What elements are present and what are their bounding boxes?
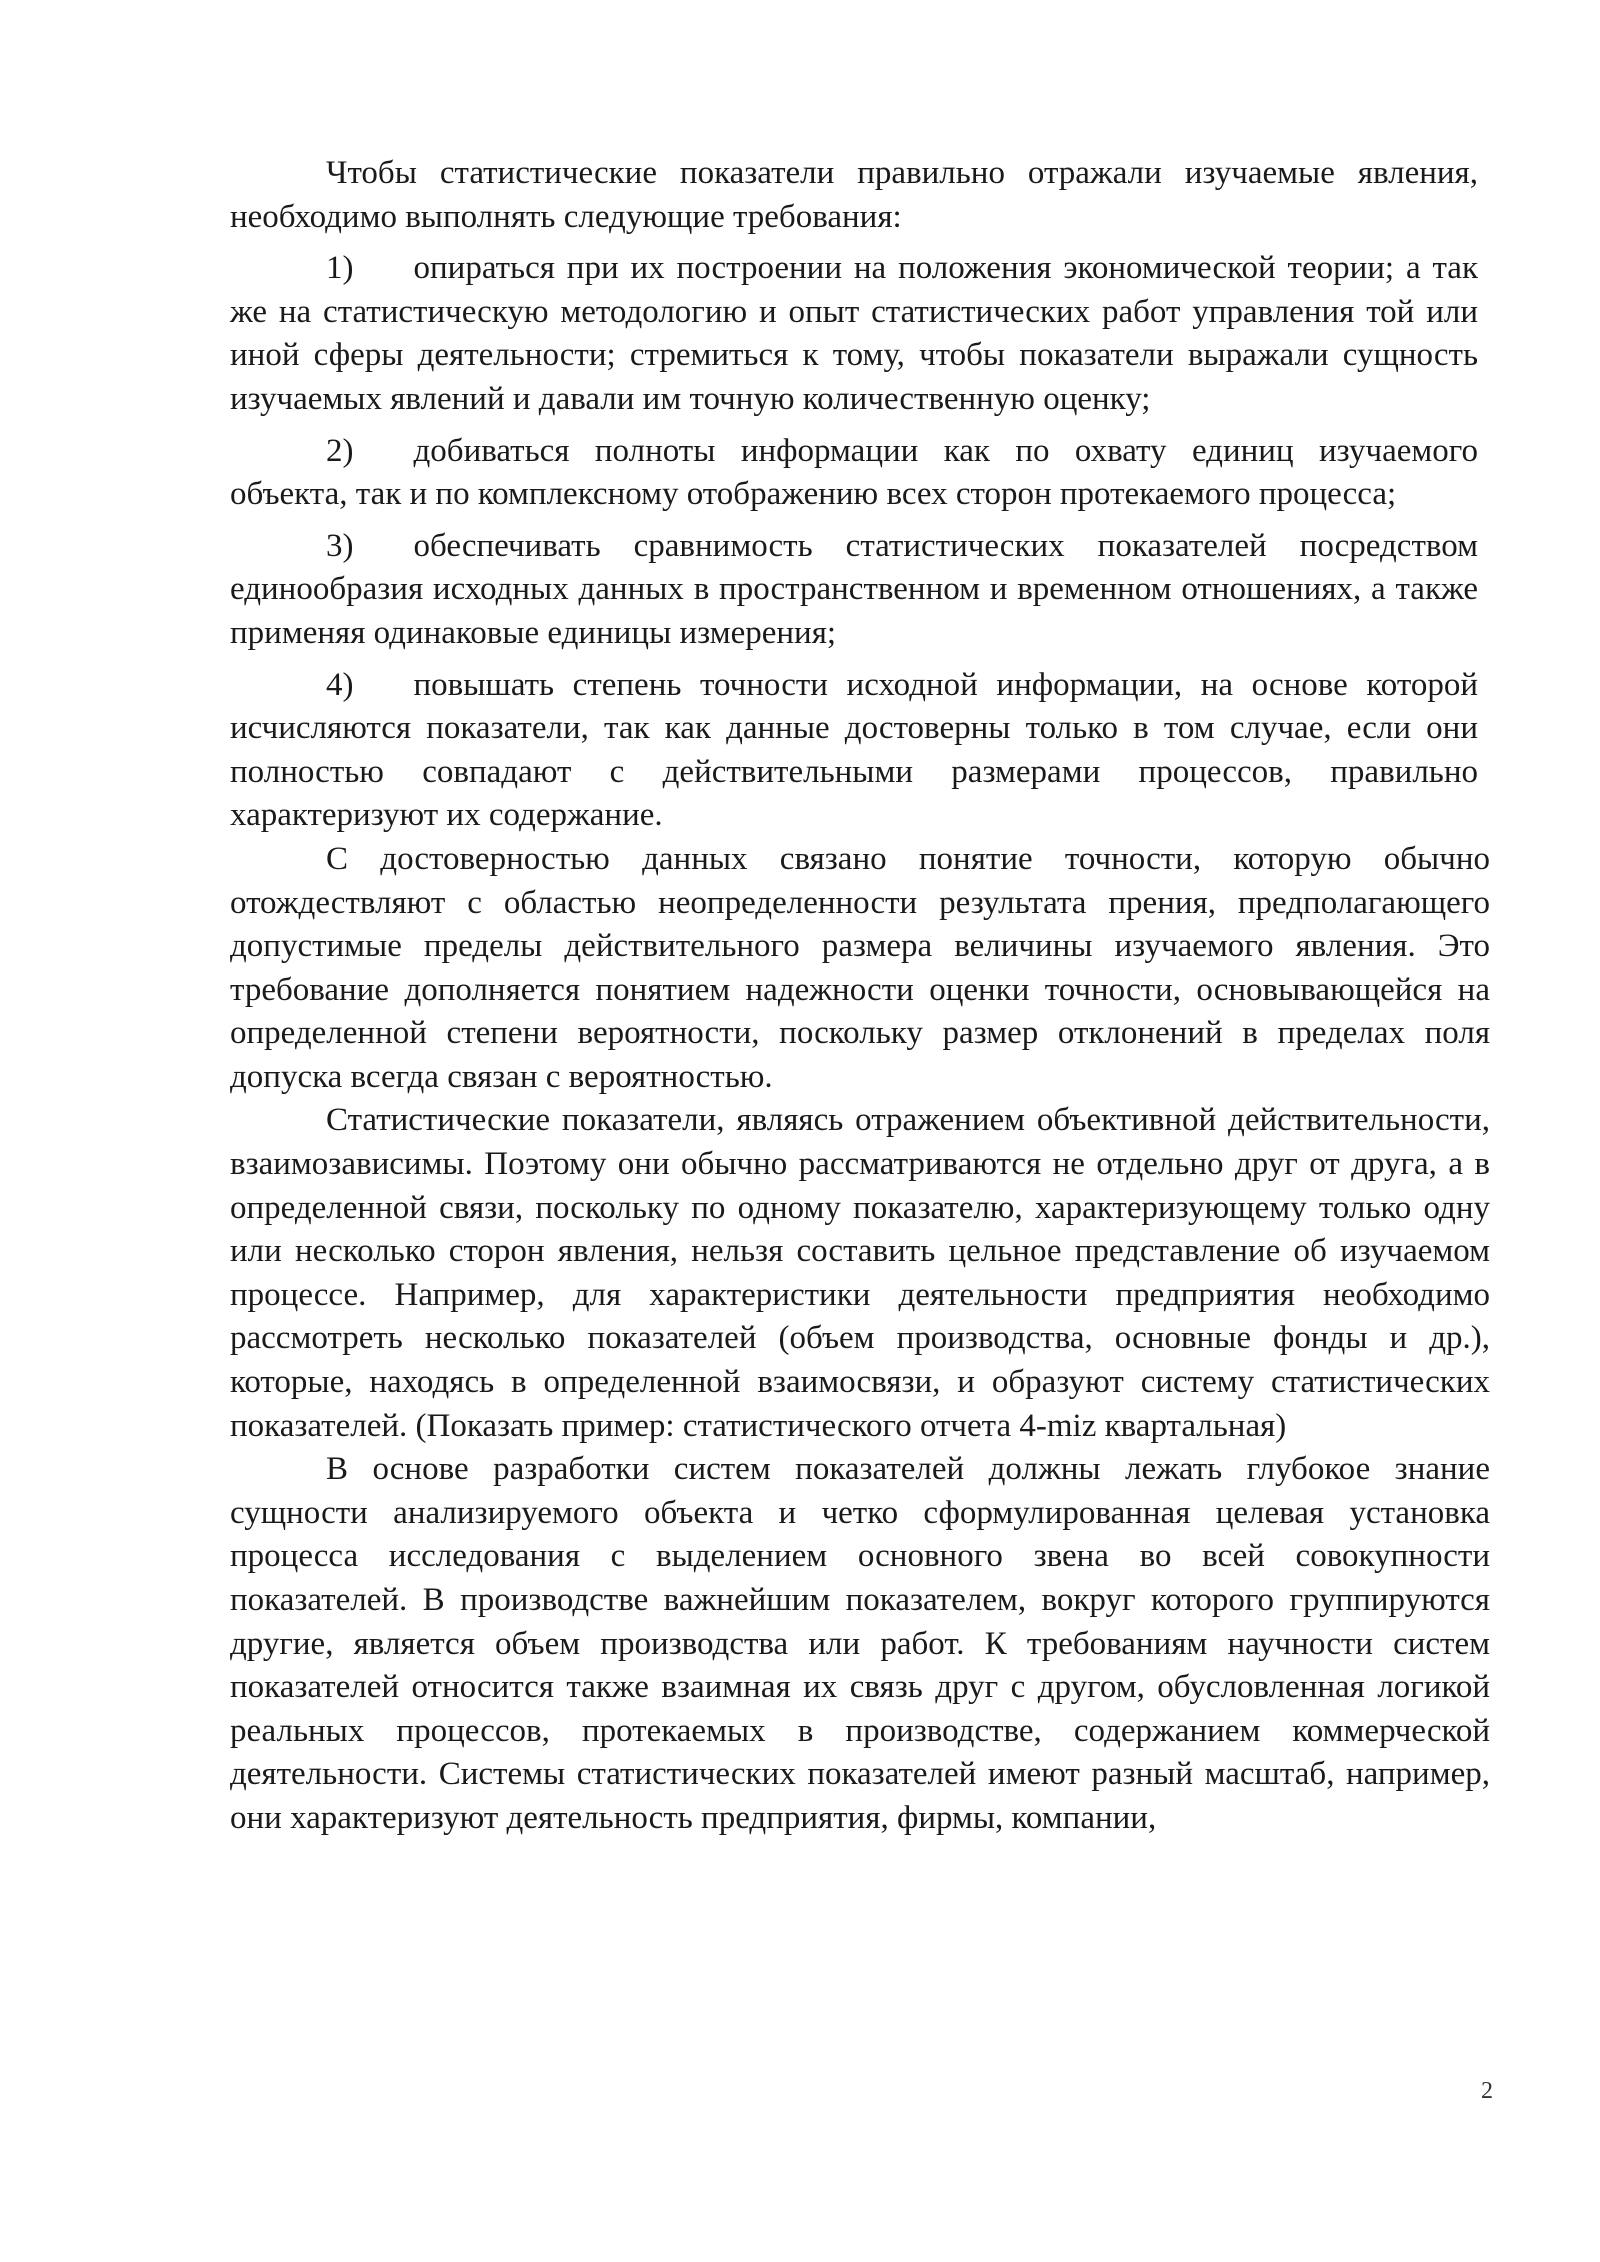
intro-paragraph: Чтобы статистические показатели правильно отражали изучаемые явления, необходимо выполнять следующие требования:: [230, 155, 1478, 235]
list-item-3-text: обеспечивать сравнимость статистических показателей посредством единообразия исходных данных в пространственном и временном отношениях, а также применяя одинаковые единицы измерения;: [230, 527, 1478, 651]
page-body: [230, 152, 1494, 1841]
paragraph-interdependence: Статистические показатели, являясь отражением объективной действительности, взаимозависимы. Поэтому они обычно рассматриваются не отдельно друг от друга, а в определенной связи, поскольку по одному показателю, характеризующему только одну или несколько сторон явления, нельзя составить цельное представление об изучаемом процессе. Например, для характеристики деятельности предприятия необходимо рассмотреть несколько показателей (объем производства, основные фонды и др.), которые, находясь в определенной взаимосвязи, и образуют систему статистических показателей. (Показать пример: статистического отчета 4-miz квартальная): [230, 1102, 1490, 1444]
list-item-4-number: 4): [326, 666, 354, 703]
list-item-2-number: 2): [326, 432, 354, 469]
paragraph-systems: В основе разработки систем показателей должны лежать глубокое знание сущности анализируемого объекта и четко сформулированная целевая установка процесса исследования с выделением основного звена во всей совокупности показателей. В производстве важнейшим показателем, вокруг которого группируются другие, является объем производства или работ. К требованиям научности систем показателей относится также взаимная их связь друг с другом, обусловленная логикой реальных процессов, протекаемых в производстве, содержанием коммерческой деятельности. Системы статистических показателей имеют разный масштаб, например, они характеризуют деятельность предприятия, фирмы, компании,: [230, 1451, 1490, 1836]
list-item-2: [230, 430, 1478, 517]
list-item-1-text: опираться при их построении на положения экономической теории; а так же на статистическую методологию и опыт статистических работ управления той или иной сферы деятельности; стремиться к тому, чтобы показатели выражали сущность изучаемых явлений и давали им точную количественную оценку;: [230, 250, 1478, 417]
list-item-4-text: повышать степень точности исходной информации, на основе которой исчисляются показатели, так как данные достоверны только в том случае, если они полностью совпадают с действительными размерами процессов, правильно характеризуют их содержание.: [230, 666, 1478, 834]
page-number: 2: [1481, 2078, 1493, 2104]
paragraph-accuracy: С достоверностью данных связано понятие точности, которую обычно отождествляют с областью неопределенности результата прения, предполагающего допустимые пределы действительного размера величины изучаемого явления. Это требование дополняется понятием надежности оценки точности, основывающейся на определенной степени вероятности, поскольку размер отклонений в пределах поля допуска всегда связан с вероятностью.: [230, 840, 1490, 1095]
list-item-2-text: добиваться полноты информации как по охвату единиц изучаемого объекта, так и по комплексному отображению всех сторон протекаемого процесса;: [230, 432, 1478, 513]
list-item-1-number: 1): [326, 250, 354, 287]
list-item-4: [230, 664, 1478, 838]
list-item-3-number: 3): [326, 527, 354, 564]
list-item-1: [230, 247, 1478, 421]
list-item-3: [230, 525, 1478, 656]
